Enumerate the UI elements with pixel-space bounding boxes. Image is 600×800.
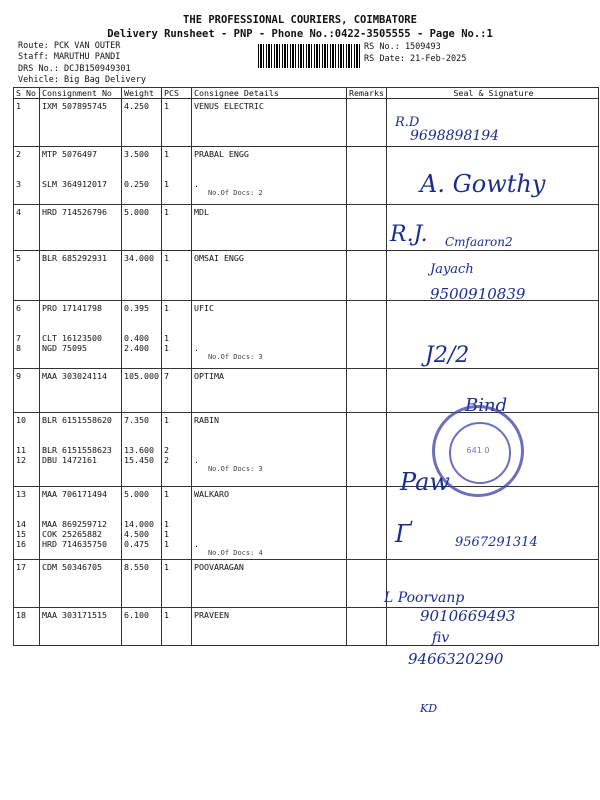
company-seal: 641 0 bbox=[432, 405, 524, 497]
snos-cell: 8 bbox=[16, 343, 21, 353]
consignee-name: VENUS ELECTRIC bbox=[193, 101, 264, 111]
consignments-cell: BLR 6151558620 bbox=[42, 415, 112, 425]
remarks-cell bbox=[346, 99, 386, 147]
pcs-cell bbox=[164, 435, 189, 445]
consignments-cell bbox=[42, 499, 119, 509]
consignments-cell bbox=[42, 425, 119, 435]
consignee-name: RABIN bbox=[193, 415, 219, 425]
consignments-cell: MAA 303171515 bbox=[42, 610, 107, 620]
weights-cell: 5.000 bbox=[124, 489, 149, 499]
consignments-cell: MTP 5076497 bbox=[42, 149, 97, 159]
pcs-cell: 1 bbox=[163, 101, 169, 111]
weights-cell: 14.000 bbox=[124, 519, 154, 529]
pcs-cell bbox=[164, 313, 189, 323]
consignments-cell: IXM 507895745 bbox=[42, 101, 107, 111]
remarks-cell bbox=[346, 413, 386, 487]
weights-cell: 0.250 bbox=[124, 179, 149, 189]
snos-cell bbox=[16, 499, 37, 509]
snos-cell bbox=[16, 425, 37, 435]
snos-cell: 7 bbox=[16, 333, 21, 343]
pcs-cell: 1 bbox=[163, 519, 169, 529]
pcs-cell: 1 bbox=[163, 333, 169, 343]
handwritten-signature: 9567291314 bbox=[455, 535, 538, 550]
consignments-cell: DBU 1472161 bbox=[42, 455, 97, 465]
consignee-name: POOVARAGAN bbox=[193, 562, 244, 572]
rs-number: RS No.: 1509493 bbox=[364, 42, 441, 52]
handwritten-signature: 9466320290 bbox=[408, 650, 504, 668]
handwritten-signature: J2/2 bbox=[425, 343, 470, 368]
consignments-cell bbox=[42, 169, 119, 179]
seal-cell bbox=[386, 301, 598, 369]
consignee-name: OMSAI ENGG bbox=[193, 253, 244, 263]
weights-cell: 4.250 bbox=[124, 101, 149, 111]
handwritten-signature: Jayach bbox=[430, 262, 474, 277]
weights-cell bbox=[124, 509, 159, 519]
consignments-cell: PRO 17141798 bbox=[42, 303, 102, 313]
pcs-cell: 2 bbox=[163, 445, 169, 455]
col-sno: S No bbox=[14, 88, 40, 99]
handwritten-signature: fiv bbox=[432, 630, 450, 646]
runsheet-subtitle: Delivery Runsheet - PNP - Phone No.:0422-3505555 - Page No.:1 bbox=[107, 28, 493, 40]
pcs-cell bbox=[164, 323, 189, 333]
remarks-cell bbox=[346, 301, 386, 369]
pcs-cell: 1 bbox=[163, 179, 169, 189]
weights-cell: 6.100 bbox=[124, 610, 149, 620]
rs-date: RS Date: 21-Feb-2025 bbox=[364, 54, 467, 64]
pcs-cell bbox=[164, 499, 189, 509]
handwritten-signature: L Poorvanp bbox=[384, 590, 465, 606]
placeholder-dot: . bbox=[193, 455, 199, 465]
consignments-cell: HRD 714526796 bbox=[42, 207, 107, 217]
pcs-cell: 1 bbox=[163, 415, 169, 425]
table-row bbox=[14, 560, 599, 608]
snos-cell bbox=[16, 509, 37, 519]
pcs-cell: 7 bbox=[163, 371, 169, 381]
remarks-cell bbox=[346, 560, 386, 608]
snos-cell: 6 bbox=[16, 303, 21, 313]
consignments-cell: BLR 6151558623 bbox=[42, 445, 112, 455]
consignments-cell: CLT 16123500 bbox=[42, 333, 102, 343]
remarks-cell bbox=[346, 487, 386, 560]
barcode bbox=[258, 44, 360, 68]
handwritten-signature: Paw bbox=[400, 468, 450, 496]
snos-cell: 4 bbox=[16, 207, 21, 217]
docs-count: No.Of Docs: 4 bbox=[207, 549, 263, 557]
pcs-cell bbox=[164, 425, 189, 435]
weights-cell: 0.395 bbox=[124, 303, 149, 313]
pcs-cell: 1 bbox=[163, 489, 169, 499]
consignments-cell: MAA 303024114 bbox=[42, 371, 107, 381]
pcs-cell: 1 bbox=[163, 539, 169, 549]
consignments-cell: BLR 685292931 bbox=[42, 253, 107, 263]
pcs-cell bbox=[164, 509, 189, 519]
snos-cell: 14 bbox=[16, 519, 26, 529]
pcs-cell: 1 bbox=[163, 149, 169, 159]
snos-cell: 13 bbox=[16, 489, 26, 499]
consignee-name: OPTIMA bbox=[193, 371, 224, 381]
snos-cell: 12 bbox=[16, 455, 26, 465]
snos-cell: 1 bbox=[16, 101, 21, 111]
weights-cell bbox=[124, 313, 159, 323]
handwritten-signature: Ґ bbox=[395, 520, 412, 548]
snos-cell bbox=[16, 313, 37, 323]
snos-cell: 11 bbox=[16, 445, 26, 455]
weights-cell bbox=[124, 425, 159, 435]
pcs-cell bbox=[164, 159, 189, 169]
weights-cell: 5.000 bbox=[124, 207, 149, 217]
pcs-cell: 1 bbox=[163, 207, 169, 217]
placeholder-dot: . bbox=[193, 179, 199, 189]
col-seal: Seal & Signature bbox=[386, 88, 598, 99]
snos-cell: 10 bbox=[16, 415, 26, 425]
handwritten-signature: R.J. bbox=[390, 222, 428, 247]
vehicle-label: Vehicle: Big Bag Delivery bbox=[18, 75, 146, 85]
docs-count: No.Of Docs: 2 bbox=[207, 189, 263, 197]
weights-cell bbox=[124, 499, 159, 509]
consignee-name: PRABAL ENGG bbox=[193, 149, 249, 159]
col-consignee: Consignee Details bbox=[191, 88, 346, 99]
snos-cell: 2 bbox=[16, 149, 21, 159]
table-end bbox=[14, 646, 599, 651]
snos-cell: 9 bbox=[16, 371, 21, 381]
consignments-cell: SLM 364912017 bbox=[42, 179, 107, 189]
snos-cell: 3 bbox=[16, 179, 21, 189]
consignee-name: WALKARO bbox=[193, 489, 229, 499]
snos-cell: 18 bbox=[16, 610, 26, 620]
consignments-cell bbox=[42, 509, 119, 519]
handwritten-signature: KD bbox=[420, 702, 438, 715]
col-remarks: Remarks bbox=[346, 88, 386, 99]
handwritten-signature: Bind bbox=[465, 395, 508, 416]
weights-cell: 0.475 bbox=[124, 539, 149, 549]
snos-cell bbox=[16, 435, 37, 445]
handwritten-signature: A. Gowthy bbox=[420, 170, 546, 198]
table-row bbox=[14, 369, 599, 413]
handwritten-signature: 9500910839 bbox=[430, 285, 526, 303]
weights-cell: 0.400 bbox=[124, 333, 149, 343]
col-pcs: PCS bbox=[161, 88, 191, 99]
docs-count: No.Of Docs: 3 bbox=[207, 353, 263, 361]
pcs-cell: 1 bbox=[163, 303, 169, 313]
placeholder-dot: . bbox=[193, 343, 199, 353]
weights-cell: 4.500 bbox=[124, 529, 149, 539]
consignments-cell: COK 25265882 bbox=[42, 529, 102, 539]
consignments-cell: NGD 75095 bbox=[42, 343, 87, 353]
consignments-cell: MAA 706171494 bbox=[42, 489, 107, 499]
consignments-cell bbox=[42, 159, 119, 169]
staff-label: Staff: MARUTHU PANDI bbox=[18, 52, 121, 62]
remarks-cell bbox=[346, 251, 386, 301]
handwritten-signature: 9698898194 bbox=[410, 128, 500, 144]
snos-cell bbox=[16, 159, 37, 169]
snos-cell: 16 bbox=[16, 539, 26, 549]
consignments-cell: CDM 50346705 bbox=[42, 562, 102, 572]
col-consignment: Consignment No bbox=[40, 88, 122, 99]
table-row bbox=[14, 301, 599, 369]
table-row bbox=[14, 99, 599, 147]
pcs-cell: 1 bbox=[163, 529, 169, 539]
consignments-cell bbox=[42, 323, 119, 333]
pcs-cell: 1 bbox=[163, 253, 169, 263]
handwritten-signature: 9010669493 bbox=[420, 607, 516, 625]
consignee-name: PRAVEEN bbox=[193, 610, 229, 620]
consignments-cell: HRD 714635750 bbox=[42, 539, 107, 549]
col-weight: Weight bbox=[122, 88, 162, 99]
snos-cell bbox=[16, 169, 37, 179]
drs-label: DRS No.: DCJB150949301 bbox=[18, 64, 131, 74]
snos-cell bbox=[16, 323, 37, 333]
weights-cell: 2.400 bbox=[124, 343, 149, 353]
pcs-cell bbox=[164, 169, 189, 179]
weights-cell: 8.550 bbox=[124, 562, 149, 572]
snos-cell: 5 bbox=[16, 253, 21, 263]
company-title: THE PROFESSIONAL COURIERS, COIMBATORE bbox=[183, 14, 417, 26]
weights-cell bbox=[124, 435, 159, 445]
weights-cell bbox=[124, 169, 159, 179]
consignee-name: UFIC bbox=[193, 303, 214, 313]
remarks-cell bbox=[346, 147, 386, 205]
weights-cell bbox=[124, 323, 159, 333]
remarks-cell bbox=[346, 205, 386, 251]
remarks-cell bbox=[346, 369, 386, 413]
consignee-name: MDL bbox=[193, 207, 209, 217]
weights-cell: 3.500 bbox=[124, 149, 149, 159]
pcs-cell: 2 bbox=[163, 455, 169, 465]
consignments-cell bbox=[42, 435, 119, 445]
pcs-cell: 1 bbox=[163, 610, 169, 620]
weights-cell: 34.000 bbox=[124, 253, 154, 263]
pcs-cell: 1 bbox=[163, 343, 169, 353]
pcs-cell: 1 bbox=[163, 562, 169, 572]
snos-cell: 15 bbox=[16, 529, 26, 539]
docs-count: No.Of Docs: 3 bbox=[207, 465, 263, 473]
weights-cell: 7.350 bbox=[124, 415, 149, 425]
weights-cell: 13.600 bbox=[124, 445, 154, 455]
snos-cell: 17 bbox=[16, 562, 26, 572]
handwritten-signature: Cmfaaron2 bbox=[445, 235, 513, 249]
consignments-cell bbox=[42, 313, 119, 323]
route-label: Route: PCK VAN OUTER bbox=[18, 41, 121, 51]
consignments-cell: MAA 869259712 bbox=[42, 519, 107, 529]
handwritten-signature: R.D bbox=[395, 115, 420, 130]
placeholder-dot: . bbox=[193, 539, 199, 549]
weights-cell bbox=[124, 159, 159, 169]
remarks-cell bbox=[346, 608, 386, 646]
weights-cell: 105.000 bbox=[124, 371, 159, 381]
weights-cell: 15.450 bbox=[124, 455, 154, 465]
